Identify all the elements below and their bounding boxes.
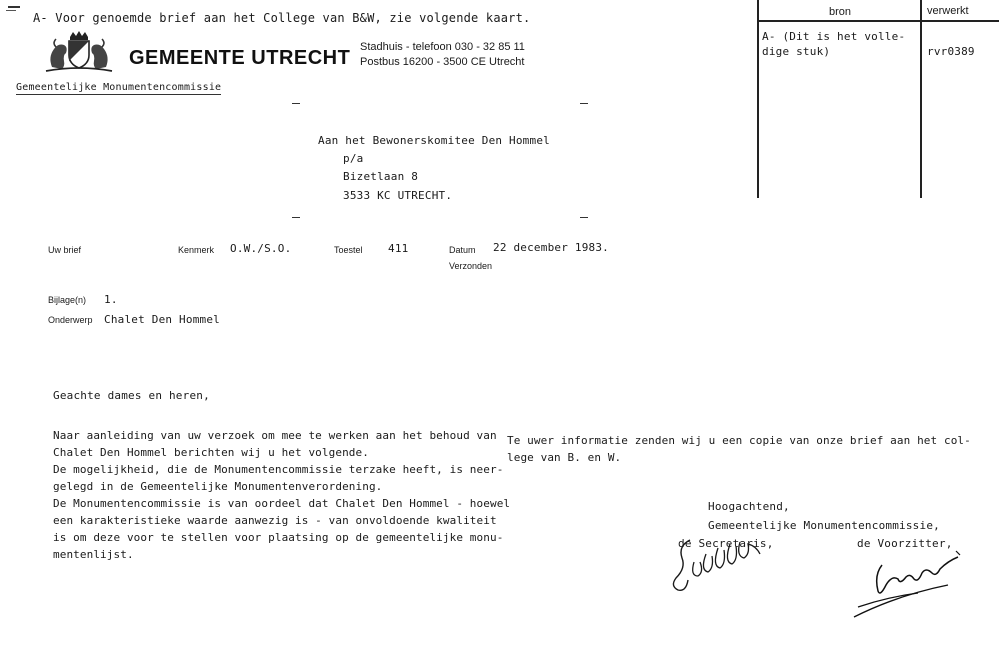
archive-bron-line-1: A- (Dit is het volle- bbox=[762, 30, 906, 43]
body-left-line: gelegd in de Gemeentelijke Monumentenverordening. bbox=[53, 480, 383, 493]
onderwerp-value: Chalet Den Hommel bbox=[104, 313, 220, 326]
recipient-line-4: 3533 KC UTRECHT. bbox=[343, 189, 453, 202]
org-name: GEMEENTE UTRECHT bbox=[129, 47, 351, 69]
body-left bbox=[53, 427, 510, 563]
body-left-line: De Monumentencommissie is van oordeel dat Chalet Den Hommel - hoewel bbox=[53, 497, 511, 510]
voorzitter-signature bbox=[848, 545, 968, 625]
body-right-line: lege van B. en W. bbox=[507, 451, 622, 464]
secretaris-label: de Secretaris, bbox=[678, 537, 774, 550]
archive-box bbox=[757, 0, 999, 198]
uw-brief-label: Uw brief bbox=[48, 245, 82, 255]
bijlagen-label: Bijlage(n) bbox=[48, 295, 87, 305]
closing-org: Gemeentelijke Monumentencommissie, bbox=[708, 519, 940, 532]
recipient-line-1: Aan het Bewonerskomitee Den Hommel bbox=[318, 134, 550, 147]
body-left-line: mentenlijst. bbox=[53, 548, 134, 561]
body-left-line: Naar aanleiding van uw verzoek om mee te werken aan het behoud van bbox=[53, 429, 497, 442]
body-right-line: Te uwer informatie zenden wij u een copie van onze brief aan het col- bbox=[507, 434, 971, 447]
recipient-line-3: Bizetlaan 8 bbox=[343, 170, 419, 183]
verzonden-label: Verzonden bbox=[449, 261, 493, 271]
archive-bron-line-2: dige stuk) bbox=[762, 45, 831, 58]
bijlagen-value: 1. bbox=[104, 293, 118, 306]
archive-verwerkt-value: rvr0389 bbox=[927, 45, 975, 58]
corner-mark bbox=[8, 6, 20, 8]
onderwerp-label: Onderwerp bbox=[48, 315, 93, 325]
body-left-line: De mogelijkheid, die de Monumentencommissie terzake heeft, is neer- bbox=[53, 463, 504, 476]
kenmerk-value: O.W./S.O. bbox=[230, 242, 292, 255]
archive-header-verwerkt: verwerkt bbox=[927, 5, 969, 17]
recipient-line-2: p/a bbox=[343, 152, 364, 165]
datum-label: Datum bbox=[449, 245, 476, 255]
window-mark bbox=[580, 103, 588, 104]
window-mark bbox=[292, 103, 300, 104]
secretaris-signature bbox=[660, 532, 770, 596]
salutation: Geachte dames en heren, bbox=[53, 389, 210, 402]
window-mark bbox=[580, 217, 588, 218]
body-left-line: Chalet Den Hommel berichten wij u het volgende. bbox=[53, 446, 369, 459]
coat-of-arms-logo bbox=[44, 31, 114, 73]
kenmerk-label: Kenmerk bbox=[178, 245, 215, 255]
body-left-line: een karakteristieke waarde aanwezig is - van onvoldoende kwaliteit bbox=[53, 514, 497, 527]
toestel-label: Toestel bbox=[334, 245, 363, 255]
archive-header-bron: bron bbox=[829, 6, 852, 18]
window-mark bbox=[292, 217, 300, 218]
toestel-value: 411 bbox=[388, 242, 409, 255]
body-left-line: is om deze voor te stellen voor plaatsing op de gemeentelijke monu- bbox=[53, 531, 504, 544]
address-line-1: Stadhuis - telefoon 030 - 32 85 11 bbox=[360, 41, 525, 53]
address-line-2: Postbus 16200 - 3500 CE Utrecht bbox=[360, 56, 525, 68]
body-right bbox=[507, 432, 971, 466]
corner-mark-2 bbox=[6, 10, 16, 11]
department-name: Gemeentelijke Monumentencommissie bbox=[16, 82, 222, 93]
voorzitter-label: de Voorzitter, bbox=[857, 537, 953, 550]
datum-value: 22 december 1983. bbox=[493, 241, 609, 254]
top-note: A- Voor genoemde brief aan het College van B&W, zie volgende kaart. bbox=[33, 11, 531, 25]
closing: Hoogachtend, bbox=[708, 500, 790, 513]
